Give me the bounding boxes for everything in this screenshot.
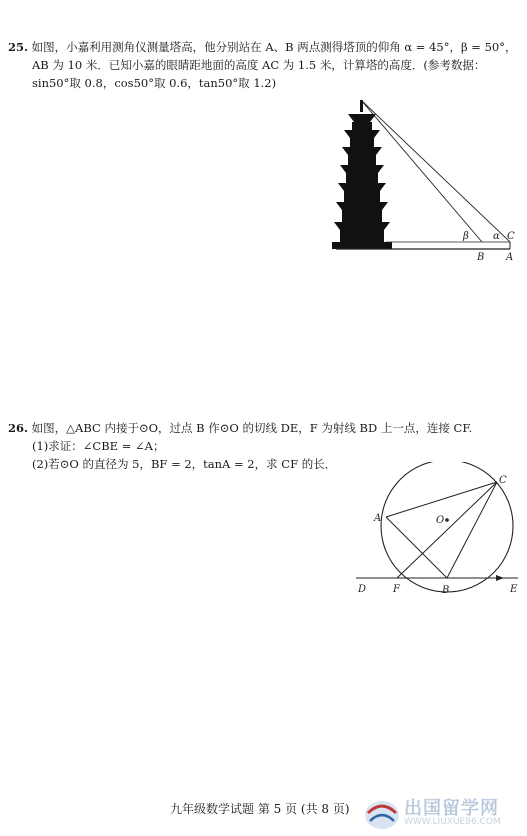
label-A: A [506,252,514,262]
watermark-url: WWW.LIUXUE86.COM [404,817,501,827]
watermark-title: 出国留学网 [404,798,499,819]
q25-number: 25. [8,40,29,54]
q26-line3: (2)若⊙O 的直径为 5，BF = 2，tanA = 2，求 CF 的长． [32,457,337,471]
segment-CF [397,482,497,578]
q26-text-1: 如图，△ABC 内接于⊙O，过点 B 作⊙O 的切线 DE，F 为射线 BD 上一点，连接 CF. [31,421,473,435]
q25-line3: sin50°取 0.8，cos50°取 0.6，tan50°取 1.2) [32,76,277,90]
watermark-logo [362,793,524,833]
q25-line2: AB 为 10 米．已知小嘉的眼睛距地面的高度 AC 为 1.5 米，计算塔的高度．(参考数据： [32,58,486,72]
segment-AC [386,482,497,517]
watermark-globe-icon [362,793,402,833]
center-dot [445,518,449,522]
sight-line-alpha [361,100,510,242]
page-footer: 九年级数学试题 第 5 页 (共 8 页) [170,802,350,816]
label-F: F [393,584,400,595]
segment-BC [447,482,497,578]
pagoda-silhouette [332,100,392,249]
segment-AB [386,517,447,578]
q25-text-1: 如图，小嘉利用测角仪测量塔高，他分别站在 A、B 两点测得塔顶的仰角 α = 45°，β = 50°， [31,40,517,54]
label-A: A [374,513,382,524]
label-C: C [507,231,515,242]
q26-line2: (1)求证：∠CBE = ∠A； [32,439,165,453]
q26-number: 26. [8,421,29,435]
circle-O [381,462,513,592]
q25-line1 [8,39,516,55]
label-E: E [510,584,518,595]
label-C: C [499,475,507,486]
label-alpha: α [493,231,500,242]
label-D: D [358,584,367,595]
label-O: O [436,515,445,526]
label-beta: β [463,231,469,242]
label-B: B [477,252,485,262]
q26-line1 [8,420,472,436]
label-B: B [442,585,450,596]
circle-figure [350,462,522,624]
arrow-mark [496,575,504,581]
pagoda-figure [330,92,520,262]
